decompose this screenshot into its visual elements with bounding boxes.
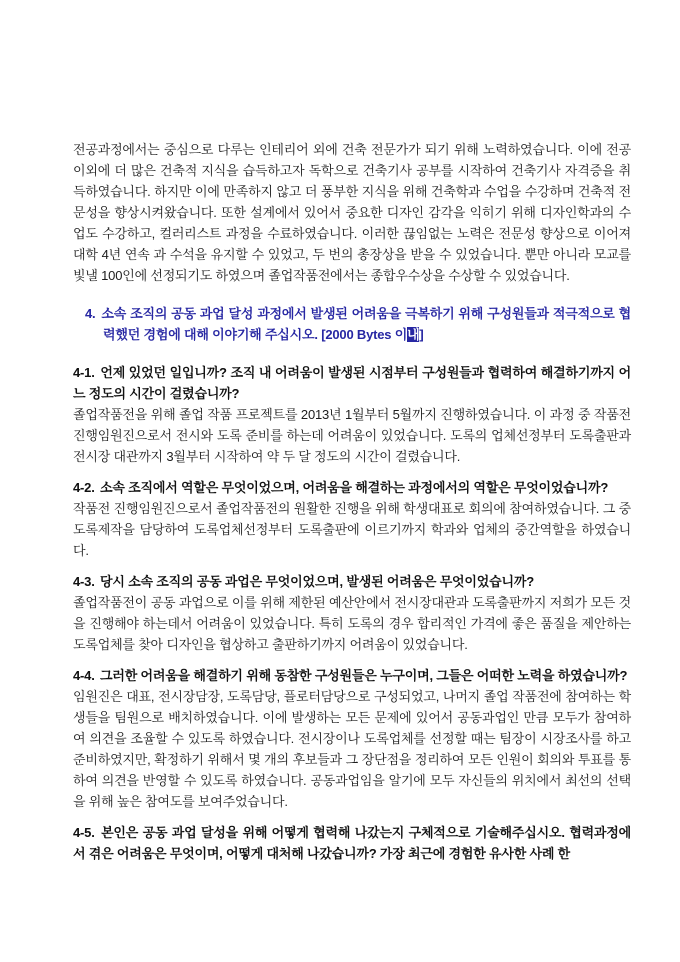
- sub-answer-4-1: 졸업작품전을 위해 졸업 작품 프로젝트를 2013년 1월부터 5월까지 진행하였습니다. 이 과정 중 작품전 진행임원진으로서 전시와 도록 준비를 하는데 어려움이 있었습니다. 도록의 업체선정부터 도록출판과 전시장 대관까지 3월부터 시작하여 약 두 달 정도의 시간이 걸렸습니다.: [73, 407, 631, 464]
- document-content: [73, 139, 631, 864]
- section-4-4: [73, 665, 631, 812]
- main-question-number: 4.: [85, 306, 96, 321]
- sub-question-4-3-text: 당시 소속 조직의 공동 과업은 무엇이었으며, 발생된 어려움은 무엇이었습니까?: [100, 574, 534, 589]
- section-4-3: [73, 571, 631, 655]
- sub-answer-4-2: 작품전 진행임원진으로서 졸업작품전의 원활한 진행을 위해 학생대표로 회의에 참여하였습니다. 그 중 도록제작을 담당하여 도록업체선정부터 도록출판에 이르기까지 학과와 업체의 중간역할을 하였습니다.: [73, 501, 631, 558]
- section-4-1: [73, 362, 631, 467]
- byte-limit-prefix: [2000 Bytes 이: [321, 327, 408, 342]
- sub-question-4-2-text: 소속 조직에서 역할은 무엇이었으며, 어려움을 해결하는 과정에서의 역할은 무엇이었습니까?: [100, 480, 609, 495]
- sub-question-4-5-number: 4-5.: [73, 825, 95, 840]
- byte-limit-suffix: ]: [419, 327, 424, 342]
- sub-question-4-3: [73, 571, 631, 592]
- sub-question-4-4-text: 그러한 어려움을 해결하기 위해 동참한 구성원들은 누구이며, 그들은 어떠한 노력을 하였습니까?: [100, 668, 628, 683]
- intro-paragraph: 전공과정에서는 중심으로 다루는 인테리어 외에 건축 전문가가 되기 위해 노력하였습니다. 이에 전공 이외에 더 많은 건축적 지식을 습득하고자 독학으로 건축기사 공부를 시작하여 건축기사 자격증을 취득하였습니다. 하지만 이에 만족하지 않고 더 풍부한 지식을 위해 건축학과 수업을 수강하며 건축적 전문성을 향상시켜왔습니다. 또한 설계에서 있어서 중요한 디자인 감각을 익히기 위해 디자인학과의 수업도 수강하고, 컬러리스트 과정을 수료하였습니다. 이러한 끊임없는 노력은 전문성 향상으로 이어져 대학 4년 연속 과 수석을 유지할 수 있었고, 두 번의 총장상을 받을 수 있었습니다. 뿐만 아니라 모교를 빛낼 100인에 선정되기도 하였으며 졸업작품전에서는 종합우수상을 수상할 수 있었습니다.: [73, 142, 631, 283]
- sub-question-4-2: [73, 477, 631, 498]
- sub-answer-4-4: 임원진은 대표, 전시장담장, 도록담당, 플로터담당으로 구성되었고, 나머지 졸업 작품전에 참여하는 학생들을 팀원으로 배치하였습니다. 이에 발생하는 모든 문제에 있어서 공동과업인 만큼 모두가 참여하여 의견을 조율할 수 있도록 하였습니다. 전시장이나 도록업체를 선정할 때는 팀장이 시장조사를 하고 준비하였지만, 확정하기 위해서 몇 개의 후보들과 그 장단점을 정리하여 모든 인원이 회의와 투표를 통하여 의견을 반영할 수 있도록 하였습니다. 공동과업임을 알기에 모두 자신들의 위치에서 최선의 선택을 위해 높은 참여도를 보여주었습니다.: [73, 689, 631, 809]
- main-question-text: 소속 조직의 공동 과업 달성 과정에서 발생된 어려움을 극복하기 위해 구성원들과 적극적으로 협력했던 경험에 대해 이야기해 주십시오.: [101, 306, 631, 342]
- sub-question-4-5-text: 본인은 공동 과업 달성을 위해 어떻게 협력해 나갔는지 구체적으로 기술해주십시오. 협력과정에서 겪은 어려움은 무엇이며, 어떻게 대처해 나갔습니까? 가장 최근에 경험한 유사한 사례 한: [73, 825, 631, 861]
- sub-question-4-1: [73, 362, 631, 404]
- sub-question-4-1-number: 4-1.: [73, 365, 95, 380]
- sub-answer-4-3: 졸업작품전이 공동 과업으로 이를 위해 제한된 예산안에서 전시장대관과 도록출판까지 저희가 모든 것을 진행해야 하는데서 어려움이 있었습니다. 특히 도록의 경우 합리적인 가격에 좋은 품질을 제안하는 도록업체를 찾아 디자인을 협상하고 출판하기까지 어려움이 있었습니다.: [73, 595, 631, 652]
- sub-question-4-3-number: 4-3.: [73, 574, 95, 589]
- sub-question-4-1-text: 언제 있었던 일입니까? 조직 내 어려움이 발생된 시점부터 구성원들과 협력하여 해결하기까지 어느 정도의 시간이 걸렸습니까?: [73, 365, 632, 401]
- byte-limit-selected-char: 내: [407, 327, 420, 342]
- sub-question-4-5: [73, 822, 631, 864]
- sub-question-4-2-number: 4-2.: [73, 480, 95, 495]
- section-4-5: [73, 822, 631, 864]
- sub-question-4-4: [73, 665, 631, 686]
- main-question-heading: [85, 303, 631, 345]
- sub-question-4-4-number: 4-4.: [73, 668, 95, 683]
- section-4-2: [73, 477, 631, 561]
